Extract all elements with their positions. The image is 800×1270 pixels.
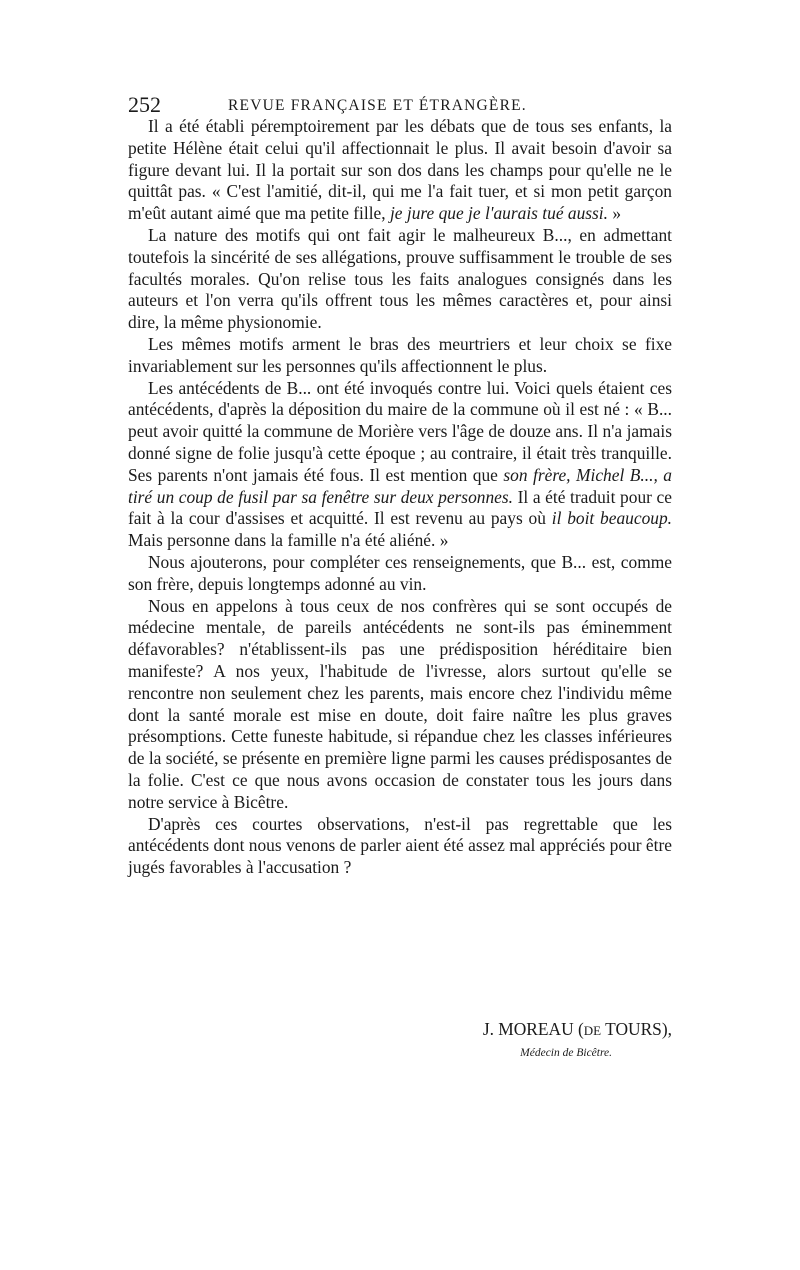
paragraph — [128, 552, 672, 596]
page-number: 252 — [128, 92, 161, 117]
text-segment: Les antécédents de B... ont été invoqués contre lui. Voici quels étaient ces antécédents, d'après la déposition du maire de la commune où il est né : « B... peut avoir quitté la commune de Morière vers l'âge de douze ans. Il n'a jamais donné signe de folie jusqu'à cette époque ; au contraire, il était très tranquille. Ses parents n'ont jamais été fous. Il est mention que — [128, 377, 672, 485]
text-segment: La nature des motifs qui ont fait agir le malheureux B..., en admettant toutefois la sincérité de ses allégations, prouve suffisamment le trouble de ses facultés morales. Qu'on relise tous les faits analogues consignés dans les auteurs et l'on verra qu'ils offrent tous les mêmes caractères et, pour ainsi dire, la même physionomie. — [128, 224, 672, 333]
paragraph — [128, 225, 672, 334]
text-segment: Nous ajouterons, pour compléter ces renseignements, que B... est, comme son frère, depuis longtemps adonné au vin. — [128, 551, 672, 594]
italic-text: je jure que je l'aurais tué aussi. — [389, 203, 608, 224]
text-segment: D'après ces courtes observations, n'est-il pas regrettable que les antécédents dont nous venons de parler aient été assez mal appréciés pour être jugés favorables à l'accusation ? — [128, 813, 672, 878]
paragraph — [128, 378, 672, 552]
text-segment: Il a été traduit pour ce fait à la cour d'assises et acquitté. Il est revenu au pays où — [128, 486, 672, 529]
body-text — [128, 116, 672, 879]
signature — [380, 1015, 672, 1061]
italic-text: il boit beaucoup. — [551, 508, 672, 529]
running-title: REVUE FRANÇAISE ET ÉTRANGÈRE. — [228, 97, 527, 114]
paragraph — [128, 814, 672, 879]
text-segment: Mais personne dans la famille n'a été aliéné. » — [128, 530, 449, 551]
author-name: J. MOREAU (DE TOURS), — [482, 1019, 672, 1039]
italic-text: son frère, Michel B..., a tiré un coup de fusil par sa fenêtre sur deux personnes. — [128, 464, 672, 507]
paragraph — [128, 116, 672, 225]
text-segment: » — [608, 203, 622, 224]
text-segment: Nous en appelons à tous ceux de nos confrères qui se sont occupés de médecine mentale, de pareils antécédents ne sont-ils pas éminemment défavorables? n'établissent-ils pas une prédisposition héréditaire bien manifeste? A nos yeux, l'habitude de l'ivresse, alors surtout qu'elle se rencontre non seulement chez les parents, mais encore chez l'individu même dont la santé morale est mise en doute, doit faire naître les plus graves présomptions. Cette funeste habitude, si répandue chez les classes inférieures de la société, se présente en première ligne parmi les causes prédisposantes de la folie. C'est ce que nous avons occasion de constater tous les jours dans notre service à Bicêtre. — [128, 595, 672, 812]
text-segment: Il a été établi péremptoirement par les débats que de tous ses enfants, la petite Hélène était celui qu'il affectionnait le plus. Il avait besoin d'avoir sa figure devant lui. Il la portait sur son dos dans les champs pour qu'elle ne le quittât pas. « C'est l'amitié, dit-il, qui me l'a fait tuer, et si mon petit garçon m'eût autant aimé que ma petite fille, — [128, 116, 672, 224]
page-header — [128, 93, 672, 117]
paragraph — [128, 596, 672, 814]
author-title: Médecin de Bicêtre. — [520, 1047, 612, 1059]
paragraph — [128, 334, 672, 378]
text-segment: Les mêmes motifs arment le bras des meurtriers et leur choix se fixe invariablement sur les personnes qu'ils affectionnent le plus. — [128, 333, 672, 376]
